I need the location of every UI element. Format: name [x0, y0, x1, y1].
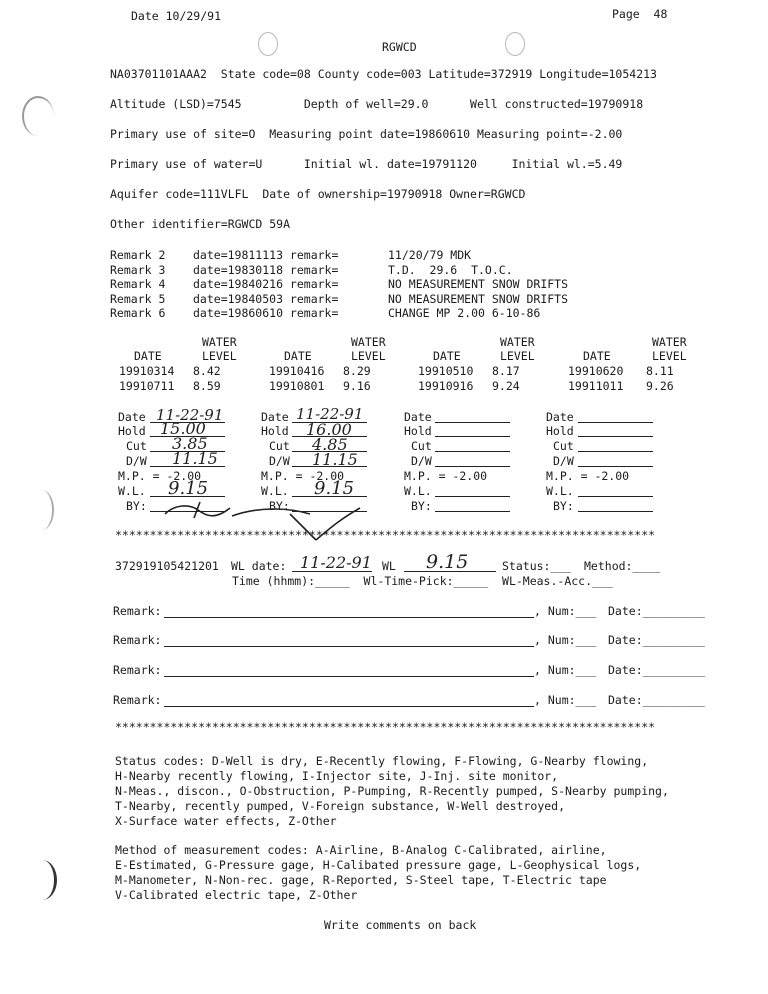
- remark-text: CHANGE MP 2.00 6-10-86: [388, 306, 541, 320]
- method-codes-line: V-Calibrated electric tape, Z-Other: [115, 888, 358, 902]
- separator-line: ******************************************************************************: [115, 528, 656, 542]
- form-label-mp: M.P. = -2.00: [404, 469, 488, 483]
- handwritten-cut: 3.85: [172, 434, 208, 453]
- punch-hole-top-left: [22, 96, 54, 136]
- remark-date: date=19840503 remark=: [193, 292, 339, 306]
- hold-field[interactable]: [435, 436, 510, 437]
- form-label-dw: D/W: [553, 454, 574, 468]
- form-label-date: Date: [261, 410, 289, 424]
- remark-date: date=19830118 remark=: [193, 263, 339, 277]
- wl-label: WL: [382, 559, 396, 573]
- col-header-water: WATER: [351, 335, 386, 349]
- col-header-date: DATE: [284, 349, 312, 363]
- dw-field[interactable]: [578, 466, 653, 467]
- handwritten-wl-value: 9.15: [426, 551, 469, 573]
- wl-field[interactable]: [578, 496, 653, 497]
- handwritten-wl-date: 11-22-91: [300, 553, 372, 572]
- form-label-by: BY:: [553, 499, 574, 513]
- form-label-mp: M.P. = -2.00: [546, 469, 630, 483]
- remark-num-field[interactable]: , Num:___: [534, 663, 597, 677]
- cut-field[interactable]: [435, 451, 510, 452]
- form-label-date: Date: [118, 410, 146, 424]
- form-label-wl: W.L.: [118, 484, 146, 498]
- table-cell-date: 19910916: [418, 379, 474, 393]
- form-label-cut: Cut: [126, 439, 147, 453]
- remark-label: Remark 2: [110, 248, 166, 262]
- date-field[interactable]: [578, 422, 653, 423]
- form-label-date: Date: [546, 410, 574, 424]
- remark-label: Remark 6: [110, 306, 166, 320]
- form-label-dw: D/W: [411, 454, 432, 468]
- remark-date-field[interactable]: Date:_________: [608, 633, 705, 647]
- handwritten-dw: 11.15: [172, 449, 218, 468]
- col-header-level: LEVEL: [500, 349, 535, 363]
- remark-date-field[interactable]: Date:_________: [608, 693, 705, 707]
- col-header-date: DATE: [583, 349, 611, 363]
- table-cell-date: 19910711: [119, 379, 175, 393]
- by-field[interactable]: [435, 511, 510, 512]
- method-field[interactable]: Method:____: [584, 559, 661, 573]
- signature-scribble-1: [160, 498, 240, 522]
- form-label-cut: Cut: [411, 439, 432, 453]
- col-header-date: DATE: [134, 349, 162, 363]
- table-cell-level: 9.16: [343, 379, 371, 393]
- method-codes-line: M-Manometer, N-Non-rec. gage, R-Reported, S-Steel tape, T-Electric tape: [115, 873, 607, 887]
- col-header-water: WATER: [652, 335, 687, 349]
- form-label-by: BY:: [411, 499, 432, 513]
- handwritten-dw: 11.15: [312, 450, 358, 469]
- wl-date-label: WL date:: [231, 559, 287, 573]
- form-label-date: Date: [404, 410, 432, 424]
- form-label-wl: W.L.: [261, 484, 289, 498]
- table-cell-date: 19910314: [119, 364, 175, 378]
- handwritten-cut: 4.85: [312, 435, 348, 454]
- wl-field[interactable]: [435, 496, 510, 497]
- remark-entry-label: Remark:: [113, 633, 162, 647]
- dw-field[interactable]: [435, 466, 510, 467]
- status-codes-line: T-Nearby, recently pumped, V-Foreign substance, W-Well destroyed,: [115, 799, 566, 813]
- col-header-level: LEVEL: [202, 349, 237, 363]
- status-codes-line: N-Meas., discon., O-Obstruction, P-Pumping, R-Recently pumped, S-Nearby pumping,: [115, 784, 669, 798]
- form-label-dw: D/W: [269, 454, 290, 468]
- remark-label: Remark 4: [110, 277, 166, 291]
- form-label-wl: W.L.: [546, 484, 574, 498]
- form-label-cut: Cut: [269, 439, 290, 453]
- remark-text: NO MEASUREMENT SNOW DRIFTS: [388, 277, 569, 291]
- table-cell-level: 9.24: [492, 379, 520, 393]
- form-label-by: BY:: [126, 499, 147, 513]
- form-label-hold: Hold: [118, 424, 146, 438]
- table-cell-date: 19910510: [418, 364, 474, 378]
- remark-entry-label: Remark:: [113, 663, 162, 677]
- separator-line: ******************************************************************************: [115, 720, 656, 734]
- site-info-line-3: Primary use of site=O Measuring point date=19860610 Measuring point=-2.00: [110, 127, 623, 141]
- site-info-line-1: NA03701101AAA2 State code=08 County code=003 Latitude=372919 Longitude=1054213: [110, 67, 657, 81]
- col-header-level: LEVEL: [652, 349, 687, 363]
- form-label-cut: Cut: [553, 439, 574, 453]
- agency-title: RGWCD: [382, 40, 417, 54]
- table-cell-date: 19910620: [568, 364, 624, 378]
- remark-num-field[interactable]: , Num:___: [534, 633, 597, 647]
- col-header-water: WATER: [202, 335, 237, 349]
- table-cell-date: 19910416: [269, 364, 325, 378]
- remark-date-field[interactable]: Date:_________: [608, 604, 705, 618]
- form-label-hold: Hold: [404, 424, 432, 438]
- date-field[interactable]: [435, 422, 510, 423]
- punch-hole-top-a: [258, 32, 278, 56]
- footer-note: Write comments on back: [324, 918, 477, 932]
- form-label-hold: Hold: [546, 424, 574, 438]
- form-label-mp: M.P. = -2.00: [261, 469, 345, 483]
- table-cell-date: 19911011: [568, 379, 624, 393]
- status-codes-line: H-Nearby recently flowing, I-Injector site, J-Inj. site monitor,: [115, 769, 559, 783]
- remark-num-field[interactable]: , Num:___: [534, 604, 597, 618]
- site-info-line-2: Altitude (LSD)=7545 Depth of well=29.0 Well constructed=19790918: [110, 97, 644, 111]
- table-cell-level: 8.17: [492, 364, 520, 378]
- time-fields-line[interactable]: Time (hhmm):_____ Wl-Time-Pick:_____ WL-Meas.-Acc.___: [232, 574, 613, 588]
- cut-field[interactable]: [578, 451, 653, 452]
- remark-date: date=19811113 remark=: [193, 248, 339, 262]
- form-label-dw: D/W: [126, 454, 147, 468]
- status-codes-line: X-Surface water effects, Z-Other: [115, 814, 337, 828]
- punch-hole-top-b: [505, 32, 525, 56]
- col-header-water: WATER: [500, 335, 535, 349]
- remark-date: date=19860610 remark=: [193, 306, 339, 320]
- remark-entry-field[interactable]: [164, 676, 534, 677]
- site-info-line-5: Aquifer code=111VLFL Date of ownership=19790918 Owner=RGWCD: [110, 187, 526, 201]
- hold-field[interactable]: [578, 436, 653, 437]
- remark-date: date=19840216 remark=: [193, 277, 339, 291]
- remark-entry-field[interactable]: [164, 646, 534, 647]
- remark-text: NO MEASUREMENT SNOW DRIFTS: [388, 292, 569, 306]
- table-cell-level: 8.42: [193, 364, 221, 378]
- site-id: 372919105421201: [115, 559, 219, 573]
- remark-entry-field[interactable]: [164, 706, 534, 707]
- status-field[interactable]: Status:___: [502, 559, 572, 573]
- handwritten-hold: 16.00: [306, 420, 352, 439]
- site-info-line-4: Primary use of water=U Initial wl. date=19791120 Initial wl.=5.49: [110, 157, 623, 171]
- form-label-by: BY:: [269, 499, 290, 513]
- table-cell-level: 8.11: [646, 364, 674, 378]
- punch-hole-bottom-left: [28, 860, 57, 900]
- table-cell-level: 9.26: [646, 379, 674, 393]
- col-header-date: DATE: [433, 349, 461, 363]
- header-page: Page 48: [612, 7, 668, 21]
- remark-num-field[interactable]: , Num:___: [534, 693, 597, 707]
- header-date: Date 10/29/91: [131, 9, 222, 23]
- form-label-wl: W.L.: [404, 484, 432, 498]
- table-cell-date: 19910801: [269, 379, 325, 393]
- handwritten-wl: 9.15: [168, 478, 209, 499]
- handwritten-date: 11-22-91: [296, 405, 364, 423]
- form-label-hold: Hold: [261, 424, 289, 438]
- handwritten-hold: 15.00: [160, 419, 206, 438]
- method-codes-line: Method of measurement codes: A-Airline, B-Analog C-Calibrated, airline,: [115, 843, 607, 857]
- form-label-mp: M.P. = -2.00: [118, 469, 202, 483]
- punch-hole-mid-left: [30, 490, 54, 530]
- remark-label: Remark 5: [110, 292, 166, 306]
- remark-entry-label: Remark:: [113, 604, 162, 618]
- site-info-line-6: Other identifier=RGWCD 59A: [110, 217, 291, 231]
- status-codes-line: Status codes: D-Well is dry, E-Recently flowing, F-Flowing, G-Nearby flowing,: [115, 754, 649, 768]
- remark-text: T.D. 29.6 T.O.C.: [388, 263, 513, 277]
- remark-entry-field[interactable]: [164, 617, 534, 618]
- table-cell-level: 8.59: [193, 379, 221, 393]
- handwritten-date: 11-22-91: [156, 406, 224, 424]
- remark-text: 11/20/79 MDK: [388, 248, 472, 262]
- method-codes-line: E-Estimated, G-Pressure gage, H-Calibated pressure gage, L-Geophysical logs,: [115, 858, 642, 872]
- remark-label: Remark 3: [110, 263, 166, 277]
- col-header-level: LEVEL: [351, 349, 386, 363]
- remark-date-field[interactable]: Date:_________: [608, 663, 705, 677]
- by-field[interactable]: [578, 511, 653, 512]
- handwritten-wl: 9.15: [314, 478, 355, 499]
- remark-entry-label: Remark:: [113, 693, 162, 707]
- table-cell-level: 8.29: [343, 364, 371, 378]
